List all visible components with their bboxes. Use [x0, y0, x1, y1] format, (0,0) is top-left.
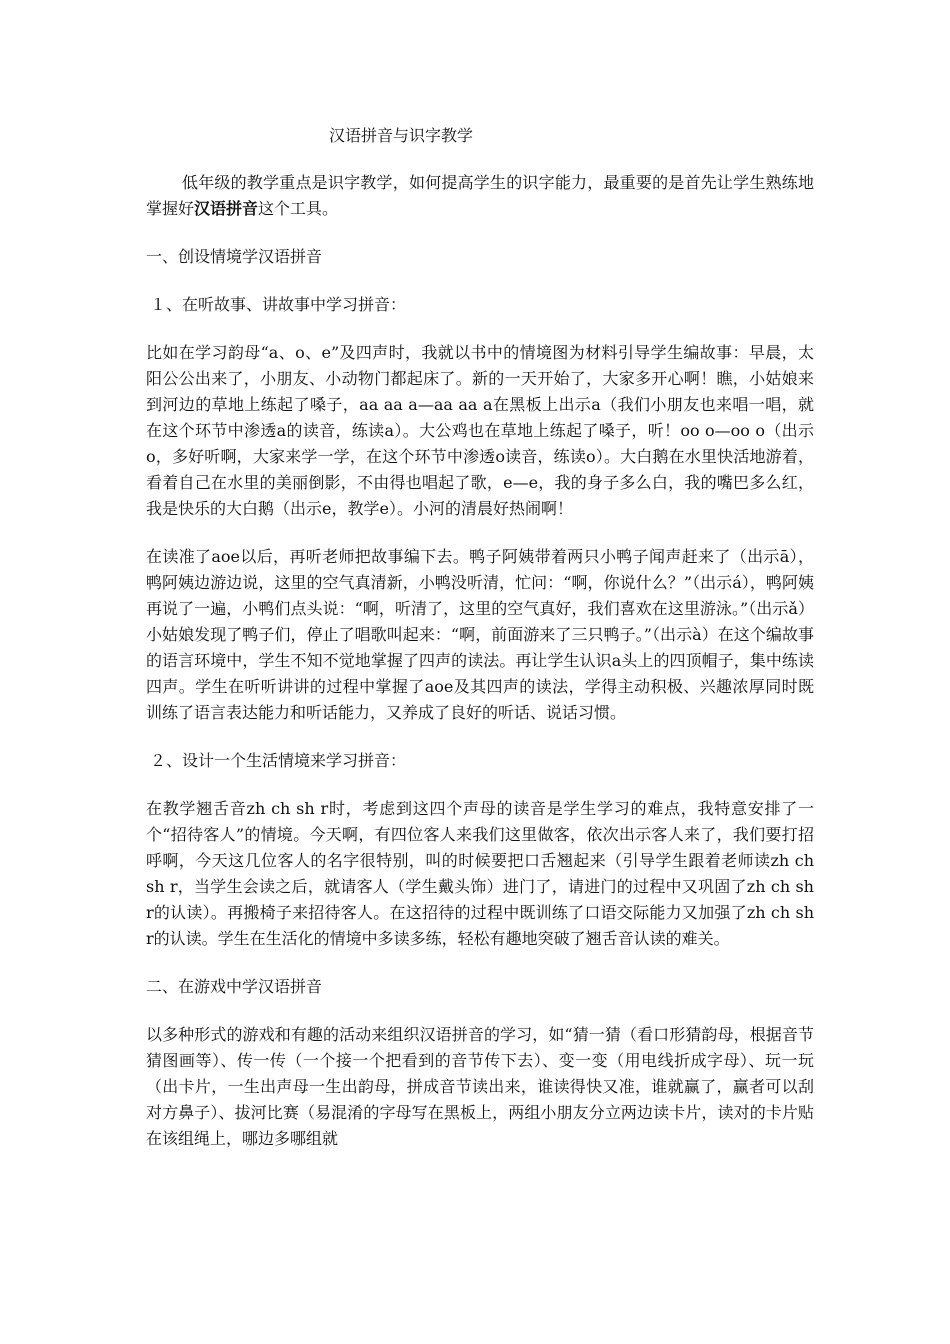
intro-bold-term: 汉语拼音	[194, 199, 259, 218]
subsection-2-paragraph: 在教学翘舌音zh ch sh r时，考虑到这四个声母的读音是学生学习的难点，我特意安排了一个“招待客人”的情境。今天啊，有四位客人来我们这里做客，依次出示客人来了，我们要打招呼啊，今天这几位客人的名字很特别，叫的时候要把口舌翘起来（引导学生跟着老师读zh ch sh r，当学生会读之后，就请客人（学生戴头饰）进门了，请进门的过程中又巩固了zh ch sh r的认读）。再搬椅子来招待客人。在这招待的过程中既训练了口语交际能力又加强了zh ch sh r的认读。学生在生活化的情境中多读多练，轻松有趣地突破了翘舌音认读的难关。	[146, 799, 814, 948]
intro-text-end: 这个工具。	[258, 199, 339, 218]
subsection-2-heading: ２、设计一个生活情境来学习拼音：	[150, 751, 407, 770]
subsection-1-paragraph-1: 比如在学习韵母“a、o、e”及四声时，我就以书中的情境图为材料引导学生编故事：早晨，太阳公公出来了，小朋友、小动物门都起床了。新的一天开始了，大家多开心啊！瞧，小姑娘来到河边的草地上练起了嗓子，aa aa a—aa aa a在黑板上出示a（我们小朋友也来唱一唱，就在这个环节中渗透a的读音，练读a）。大公鸡也在草地上练起了嗓子，听！oo o—oo o（出示o，多好听啊，大家来学一学，在这个环节中渗透o读音，练读o）。大白鹅在水里快活地游着，看着自己在水里的美丽倒影，不由得也唱起了歌，e—e，我的身子多么白，我的嘴巴多么红，我是快乐的大白鹅（出示e，教学e）。小河的清晨好热闹啊！	[146, 343, 814, 518]
subsection-1-paragraph-2: 在读准了aoe以后，再听老师把故事编下去。鸭子阿姨带着两只小鸭子闻声赶来了（出示ā），鸭阿姨边游边说，这里的空气真清新，小鸭没听清，忙问：“啊，你说什么？”（出示á），鸭阿姨再说了一遍，小鸭们点头说：“啊，听清了，这里的空气真好，我们喜欢在这里游泳。”（出示ǎ）小姑娘发现了鸭子们，停止了唱歌叫起来：“啊，前面游来了三只鸭子。”（出示à）在这个编故事的语言环境中，学生不知不觉地掌握了四声的读法。再让学生认识a头上的四顶帽子，集中练读四声。学生在听听讲讲的过程中掌握了aoe及其四声的读法，学得主动积极、兴趣浓厚同时既训练了语言表达能力和听话能力，又养成了良好的听话、说话习惯。	[146, 547, 814, 722]
section-2-paragraph: 以多种形式的游戏和有趣的活动来组织汉语拼音的学习，如“猜一猜（看口形猜韵母，根据音节猜图画等）、传一传（一个接一个把看到的音节传下去）、变一变（用电线折成字母）、玩一玩（出卡片，一生出声母一生出韵母，拼成音节读出来，谁读得快又准，谁就赢了，赢者可以刮对方鼻子）、拔河比赛（易混淆的字母写在黑板上，两组小朋友分立两边读卡片，读对的卡片贴在该组绳上，哪边多哪组就	[146, 1025, 814, 1148]
intro-paragraph	[146, 170, 814, 222]
section-1-heading: 一、创设情境学汉语拼音	[146, 247, 323, 266]
intro-text: 低年级的教学重点是识字教学，如何提高学生的识字能力，最重要的是首先让学生熟练地掌握好	[146, 173, 814, 218]
document-title: 汉语拼音与识字教学	[329, 126, 474, 145]
subsection-1-heading: １、在听故事、讲故事中学习拼音：	[150, 295, 407, 314]
section-2-heading: 二、在游戏中学汉语拼音	[146, 977, 323, 996]
document-body	[146, 122, 814, 1174]
